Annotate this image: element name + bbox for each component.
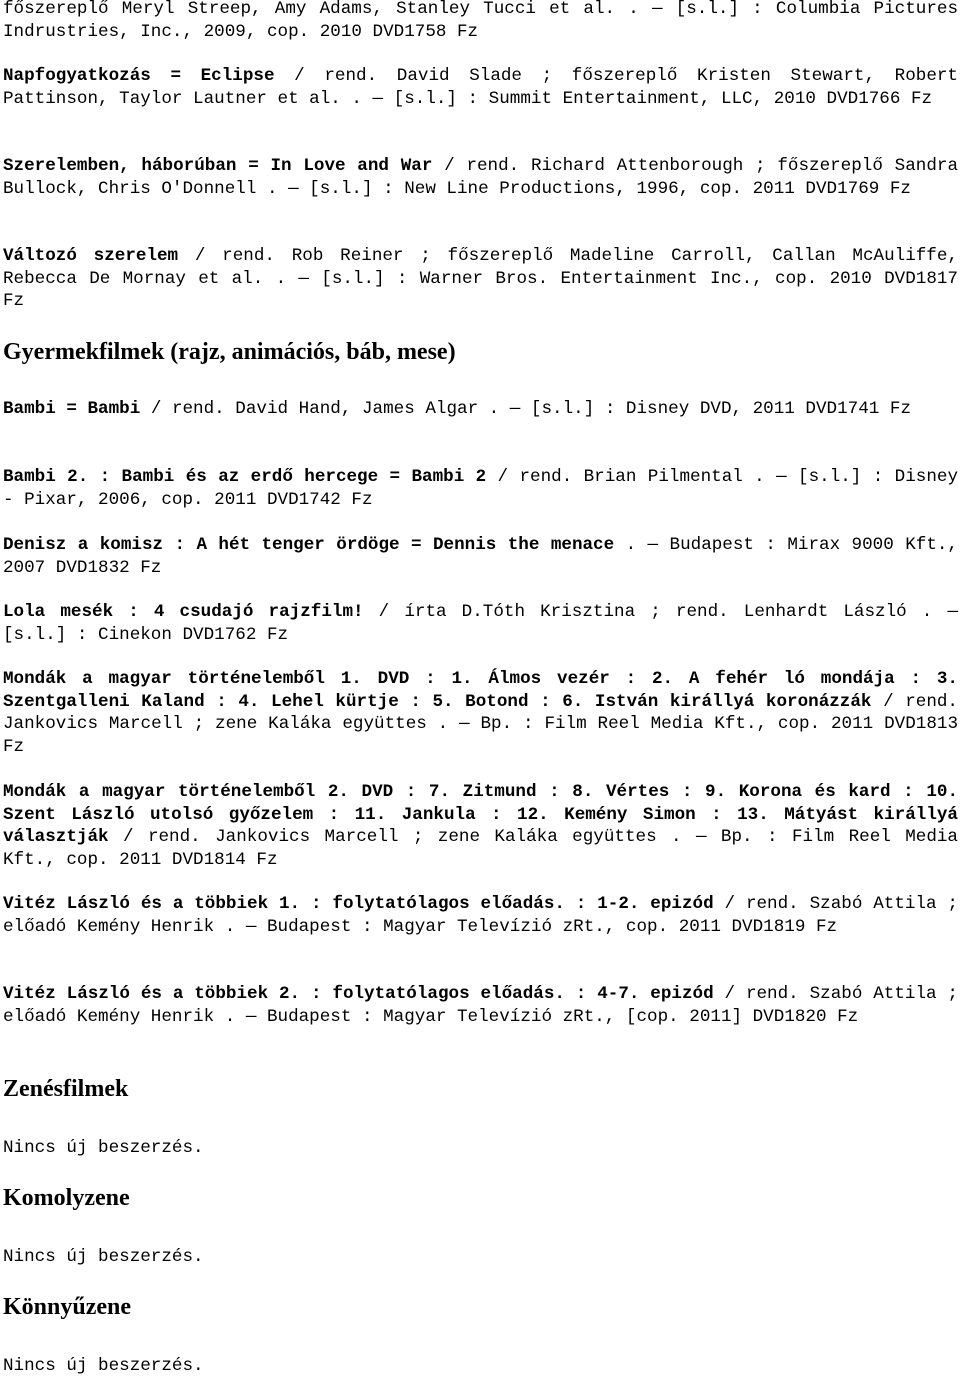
catalog-entry	[3, 65, 958, 110]
entry-details: . — Budapest : Mirax 9000 Kft., 2007 DVD1832 Fz	[3, 535, 958, 578]
entry-details: / rend. Brian Pilmental . — [s.l.] : Disney - Pixar, 2006, cop. 2011 DVD1742 Fz	[3, 467, 958, 510]
entry-details: / rend. Jankovics Marcell ; zene Kaláka együttes . — Bp. : Film Reel Media Kft., cop. 2011 DVD1813 Fz	[3, 691, 958, 757]
catalog-entry	[3, 466, 958, 511]
entry-details: / rend. David Hand, James Algar . — [s.l.] : Disney DVD, 2011 DVD1741 Fz	[140, 399, 911, 419]
no-new-items-note	[3, 1355, 958, 1378]
entry-details: / rend. Richard Attenborough ; főszereplő Sandra Bullock, Chris O'Donnell . — [s.l.] : New Line Productions, 1996, cop. 2011 DVD1769 Fz	[3, 156, 959, 199]
catalog-entry	[3, 601, 958, 646]
catalog-entry	[3, 398, 958, 421]
entry-details: / írta D.Tóth Krisztina ; rend. Lenhardt László . — [s.l.] : Cinekon DVD1762 Fz	[3, 602, 959, 645]
catalog-entry	[3, 983, 958, 1028]
catalog-entry	[3, 668, 958, 758]
entry-details: / rend. Rob Reiner ; főszereplő Madeline Carroll, Callan McAuliffe, Rebecca De Mornay et al. . — [s.l.] : Warner Bros. Entertainment Inc., cop. 2010 DVD1817 Fz	[3, 246, 958, 312]
catalog-entry	[3, 155, 958, 200]
section-heading-komolyzene: Komolyzene	[3, 1185, 130, 1211]
entry-title: Vitéz László és a többiek 2. : folytatólagos előadás. : 4-7. epizód	[3, 984, 714, 1004]
note-text: Nincs új beszerzés.	[3, 1138, 204, 1158]
entry-details: főszereplő Meryl Streep, Amy Adams, Stanley Tucci et al. . — [s.l.] : Columbia Pictures Indrustries, Inc., 2009, cop. 2010 DVD1758 Fz	[3, 0, 958, 42]
entry-title: Bambi 2. : Bambi és az erdő hercege = Bambi 2	[3, 467, 487, 487]
entry-details: / rend. Szabó Attila ; előadó Kemény Henrik . — Budapest : Magyar Televízió zRt., cop. 2011 DVD1819 Fz	[3, 894, 958, 937]
no-new-items-note	[3, 1246, 958, 1269]
entry-title: Napfogyatkozás = Eclipse	[3, 66, 275, 86]
entry-details: / rend. David Slade ; főszereplő Kristen Stewart, Robert Pattinson, Taylor Lautner et al. . — [s.l.] : Summit Entertainment, LLC, 2010 DVD1766 Fz	[3, 66, 958, 109]
catalog-entry	[3, 245, 958, 313]
entry-details: / rend. Jankovics Marcell ; zene Kaláka együttes . — Bp. : Film Reel Media Kft., cop. 2011 DVD1814 Fz	[3, 827, 958, 870]
catalog-entry	[3, 534, 958, 579]
entry-title: Bambi = Bambi	[3, 399, 141, 419]
note-text: Nincs új beszerzés.	[3, 1247, 204, 1267]
entry-title: Mondák a magyar történelemből 2. DVD : 7. Zitmund : 8. Vértes : 9. Korona és kard : 10. Szent László utolsó győzelem : 11. Jankula : 12. Kemény Simon : 13. Mátyást királlyá választják	[3, 782, 958, 848]
catalog-entry	[3, 0, 958, 43]
no-new-items-note	[3, 1137, 958, 1160]
entry-title: Denisz a komisz : A hét tenger ördöge = Dennis the menace	[3, 535, 615, 555]
catalog-entry	[3, 781, 958, 871]
catalog-entry	[3, 893, 958, 938]
section-heading-zenesfilmek: Zenésfilmek	[3, 1076, 129, 1102]
section-heading-gyermekfilmek: Gyermekfilmek (rajz, animációs, báb, mese)	[3, 339, 456, 365]
section-heading-konnyuzene: Könnyűzene	[3, 1294, 132, 1320]
entry-title: Vitéz László és a többiek 1. : folytatólagos előadás. : 1-2. epizód	[3, 894, 714, 914]
note-text: Nincs új beszerzés.	[3, 1356, 204, 1376]
entry-title: Mondák a magyar történelemből 1. DVD : 1. Álmos vezér : 2. A fehér ló mondája : 3. Szentgalleni Kaland : 4. Lehel kürtje : 5. Botond : 6. István királlyá koronázzák	[3, 669, 958, 712]
entry-title: Szerelemben, háborúban = In Love and War	[3, 156, 433, 176]
entry-title: Lola mesék : 4 csudajó rajzfilm!	[3, 602, 364, 622]
entry-title: Változó szerelem	[3, 246, 179, 266]
entry-details: / rend. Szabó Attila ; előadó Kemény Henrik . — Budapest : Magyar Televízió zRt., [cop. 2011] DVD1820 Fz	[3, 984, 958, 1027]
